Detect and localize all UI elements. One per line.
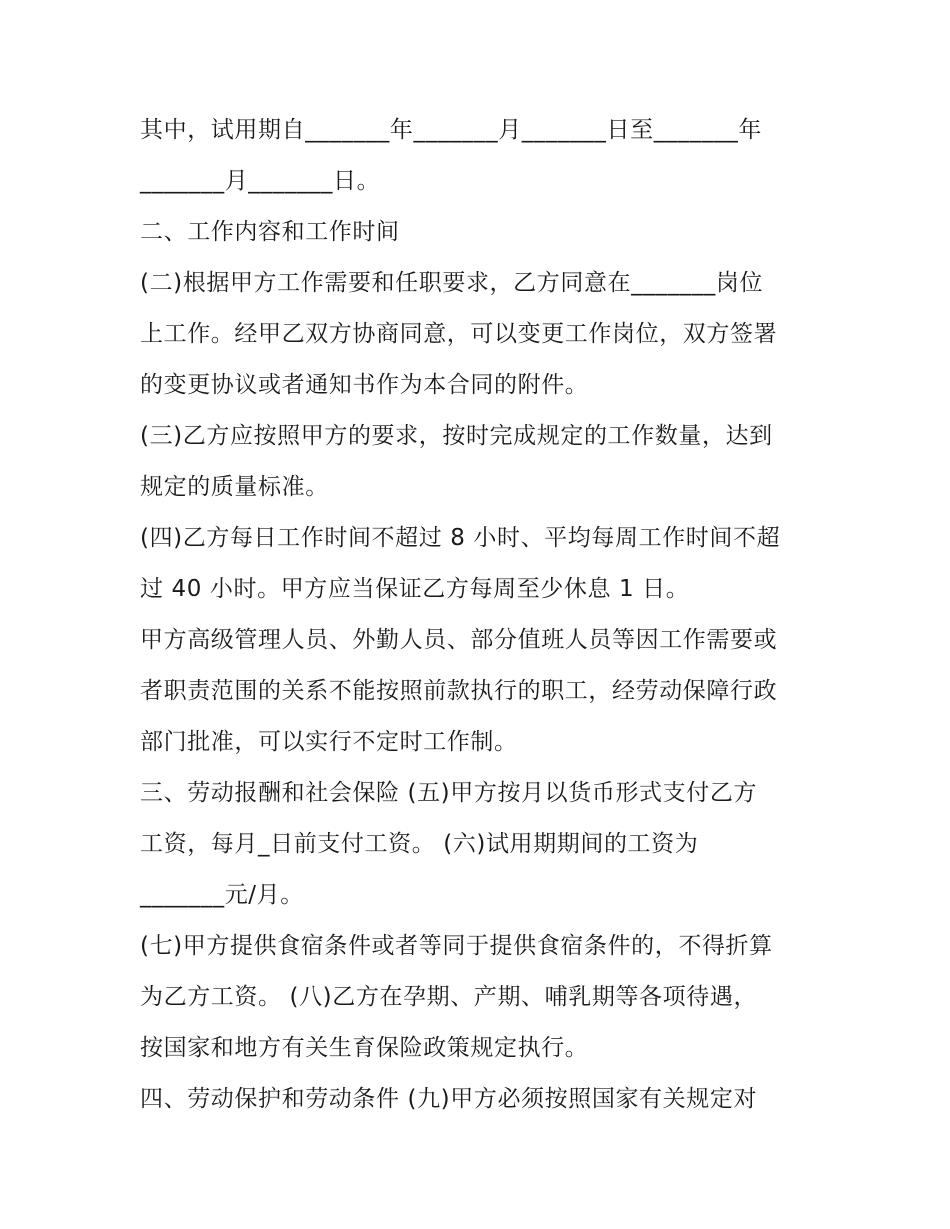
- text-line: 过 40 小时。甲方应当保证乙方每周至少休息 1 日。: [140, 576, 690, 602]
- text-line: 为乙方工资。 (八)乙方在孕期、产期、哺乳期等各项待遇，: [140, 984, 758, 1010]
- text-line: (三)乙方应按照甲方的要求，按时完成规定的工作数量，达到: [140, 423, 773, 449]
- section-heading: 三、劳动报酬和社会保险 (五)甲方按月以货币形式支付乙方: [140, 780, 758, 806]
- text-line: 甲方高级管理人员、外勤人员、部分值班人员等因工作需要或: [140, 627, 778, 653]
- text-line: 按国家和地方有关生育保险政策规定执行。: [140, 1035, 589, 1061]
- text-line: _______元/月。: [140, 882, 304, 908]
- text-line: 工资，每月_日前支付工资。 (六)试用期期间的工资为: [140, 831, 699, 857]
- text-line: (四)乙方每日工作时间不超过 8 小时、平均每周工作时间不超: [140, 525, 781, 551]
- text-line: 部门批准，可以实行不定时工作制。: [140, 729, 518, 755]
- text-line: _______月_______日。: [140, 168, 381, 194]
- text-line: 者职责范围的关系不能按照前款执行的职工，经劳动保障行政: [140, 678, 778, 704]
- text-line: (二)根据甲方工作需要和任职要求，乙方同意在_______岗位: [140, 270, 764, 296]
- document-body: [140, 105, 830, 1125]
- section-heading: 四、劳动保护和劳动条件 (九)甲方必须按照国家有关规定对: [140, 1086, 758, 1112]
- text-line: (七)甲方提供食宿条件或者等同于提供食宿条件的，不得折算: [140, 933, 773, 959]
- text-line: 其中，试用期自_______年_______月_______日至_______年: [140, 117, 762, 143]
- section-heading: 二、工作内容和工作时间: [140, 219, 400, 245]
- text-line: 的变更协议或者通知书作为本合同的附件。: [140, 372, 589, 398]
- text-line: 规定的质量标准。: [140, 474, 329, 500]
- text-line: 上工作。经甲乙双方协商同意，可以变更工作岗位，双方签署: [140, 321, 778, 347]
